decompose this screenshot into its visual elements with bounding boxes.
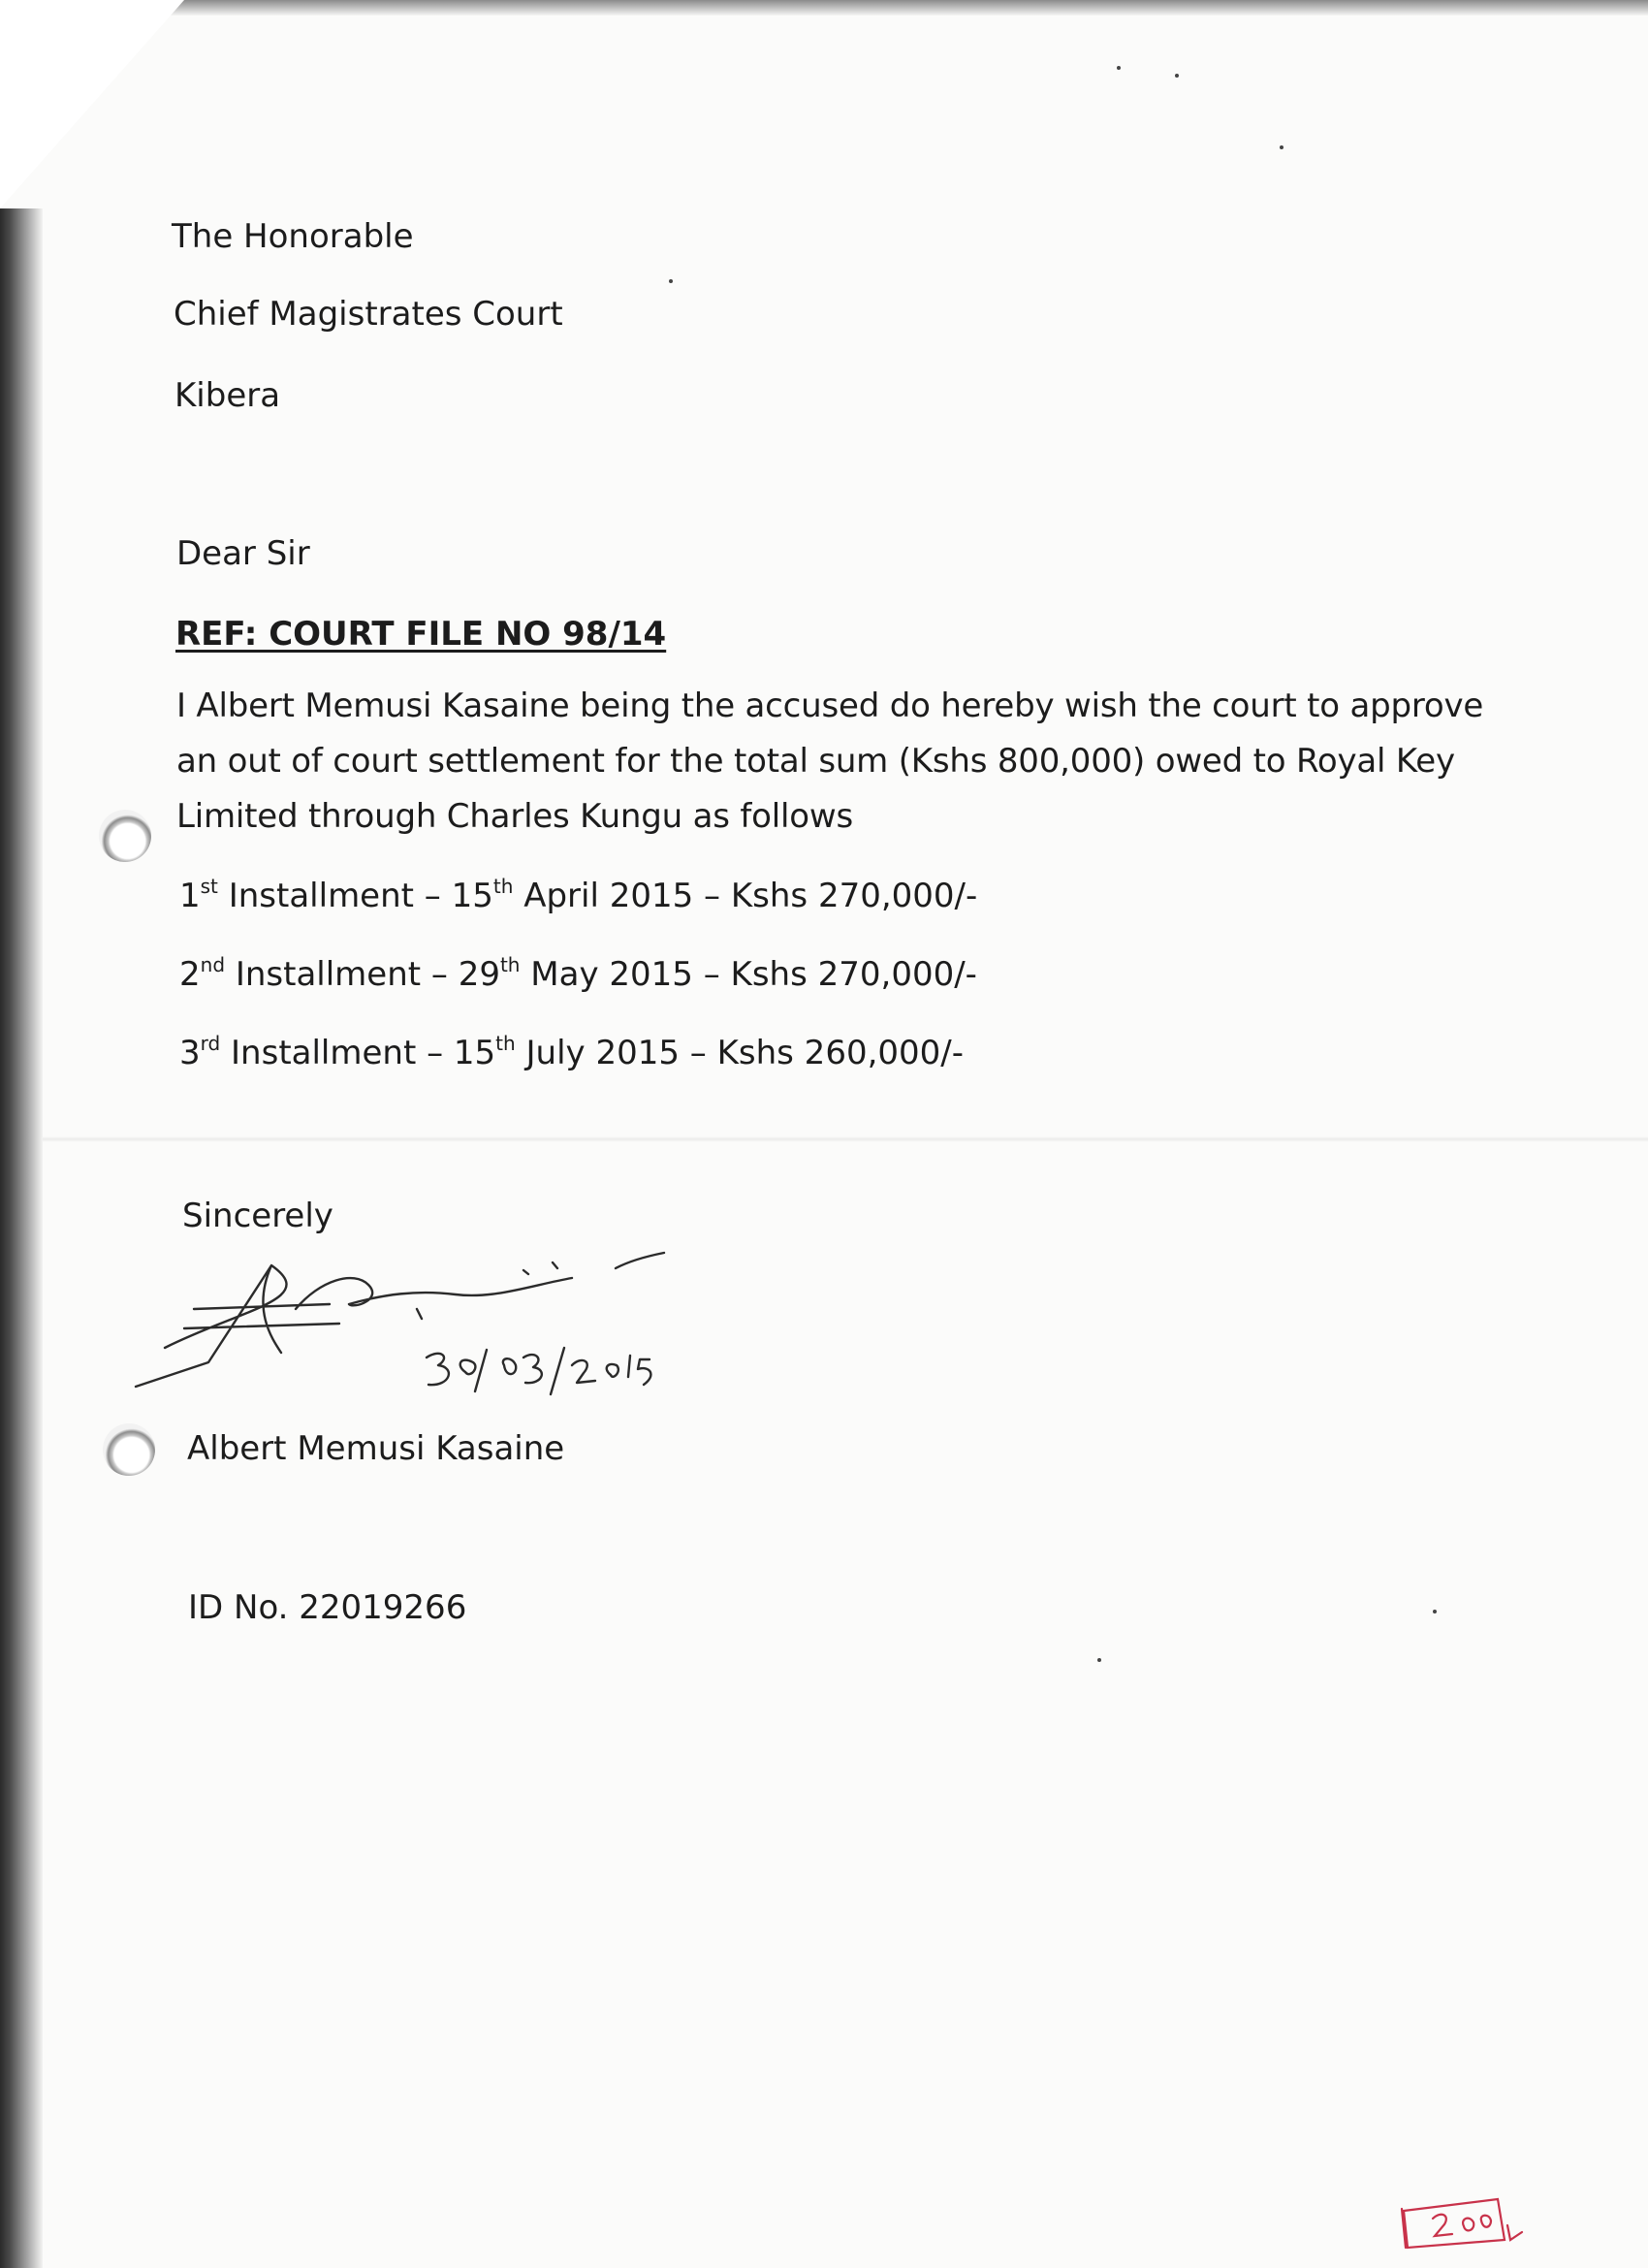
id-number: ID No. 22019266 xyxy=(188,1588,467,1627)
installment-details: May 2015 – Kshs 270,000/- xyxy=(520,955,977,994)
ordinal-suffix: st xyxy=(200,875,218,898)
signer-name: Albert Memusi Kasaine xyxy=(187,1429,565,1468)
ordinal-suffix: nd xyxy=(200,953,226,976)
installment-details: July 2015 – Kshs 260,000/- xyxy=(515,1034,965,1072)
body-line-3: Limited through Charles Kungu as follows xyxy=(176,797,853,836)
installment-2 xyxy=(179,953,977,996)
scan-speck xyxy=(1175,74,1179,78)
body-line-2: an out of court settlement for the total sum (Kshs 800,000) owed to Royal Key xyxy=(176,742,1455,781)
scan-speck xyxy=(1280,145,1284,149)
closing: Sincerely xyxy=(182,1197,333,1235)
installment-label: Installment – 15 xyxy=(220,1034,496,1072)
recipient-line-2: Chief Magistrates Court xyxy=(174,295,563,334)
day-suffix: th xyxy=(499,953,521,976)
installment-details: April 2015 – Kshs 270,000/- xyxy=(513,877,978,915)
installment-ordinal: 3 xyxy=(179,1034,201,1072)
installment-ordinal: 2 xyxy=(179,955,201,994)
installment-label: Installment – 15 xyxy=(217,877,493,915)
installment-3 xyxy=(179,1032,964,1074)
handwritten-signature xyxy=(126,1251,746,1425)
punch-hole-icon xyxy=(99,810,151,862)
folded-corner xyxy=(0,0,184,208)
salutation: Dear Sir xyxy=(176,534,310,573)
punch-hole-icon xyxy=(103,1423,155,1476)
ordinal-suffix: rd xyxy=(200,1032,221,1055)
scan-speck xyxy=(1097,1658,1101,1662)
page-number-stamp xyxy=(1396,2191,1561,2250)
body-paragraph xyxy=(176,679,1484,845)
scan-left-edge-shadow xyxy=(0,208,43,2268)
body-line-1: I Albert Memusi Kasaine being the accused do hereby wish the court to approve xyxy=(176,687,1484,725)
scan-speck xyxy=(1433,1610,1437,1613)
installment-ordinal: 1 xyxy=(179,877,201,915)
paper-fold-line xyxy=(43,1136,1648,1142)
reference-line: REF: COURT FILE NO 98/14 xyxy=(175,615,667,654)
day-suffix: th xyxy=(495,1032,516,1055)
scan-speck xyxy=(1117,66,1121,70)
scan-top-edge xyxy=(145,0,1648,16)
day-suffix: th xyxy=(492,875,514,898)
recipient-line-3: Kibera xyxy=(174,376,281,415)
installment-1 xyxy=(179,875,977,917)
installment-label: Installment – 29 xyxy=(225,955,500,994)
scan-speck xyxy=(669,279,673,283)
recipient-line-1: The Honorable xyxy=(172,217,414,256)
